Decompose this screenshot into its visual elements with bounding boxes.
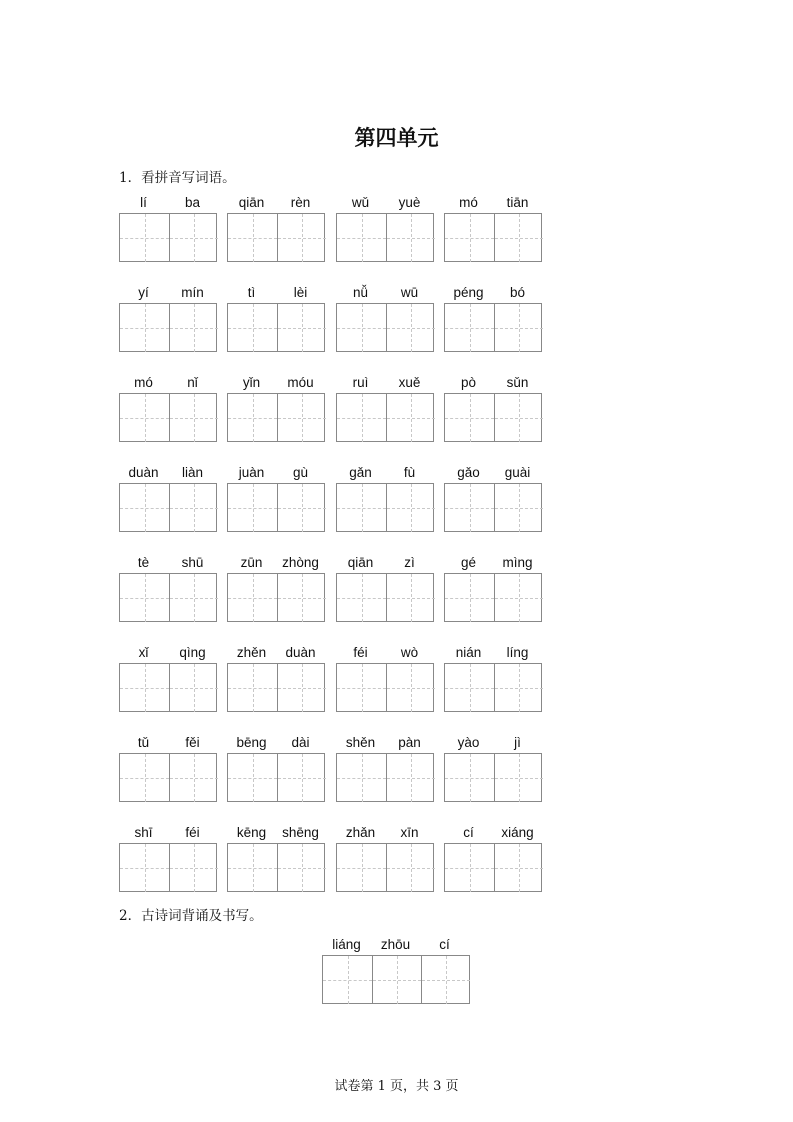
tian-grid [227, 213, 325, 262]
writing-cell[interactable] [386, 574, 435, 622]
pinyin-syllable: zhōu [380, 937, 411, 952]
pinyin-syllable: xiáng [501, 825, 534, 840]
tian-grid [336, 483, 434, 532]
writing-cell[interactable] [228, 214, 277, 262]
pinyin-syllable: shēng [282, 825, 319, 840]
pinyin-syllable: tǔ [137, 735, 150, 750]
pinyin-syllable: péng [453, 285, 484, 300]
pinyin-syllable: nǚ [352, 285, 369, 300]
writing-cell[interactable] [421, 956, 470, 1004]
pinyin-syllable: shī [134, 825, 153, 840]
pinyin-syllable: duàn [128, 465, 159, 480]
pinyin-syllable: fù [403, 465, 416, 480]
tian-grid [227, 303, 325, 352]
writing-cell[interactable] [337, 664, 386, 712]
pinyin-syllable: nián [455, 645, 482, 660]
pinyin-syllable: zhòng [282, 555, 319, 570]
tian-grid [119, 393, 217, 442]
pinyin-syllable: mó [134, 375, 153, 390]
tian-grid [336, 753, 434, 802]
writing-cell[interactable] [277, 214, 326, 262]
pinyin-syllable: guài [504, 465, 531, 480]
writing-cell[interactable] [494, 304, 543, 352]
pinyin-syllable: wò [400, 645, 419, 660]
writing-cell[interactable] [337, 844, 386, 892]
tian-grid [444, 303, 542, 352]
pinyin-syllable: gǎn [349, 465, 372, 480]
writing-cell[interactable] [277, 664, 326, 712]
pinyin-syllable: nǐ [187, 375, 198, 390]
writing-cell[interactable] [386, 844, 435, 892]
tian-grid [227, 753, 325, 802]
writing-cell[interactable] [169, 484, 218, 532]
tian-grid [227, 843, 325, 892]
writing-cell[interactable] [277, 304, 326, 352]
pinyin-syllable: zhǎn [345, 825, 376, 840]
writing-cell[interactable] [120, 574, 169, 622]
writing-cell[interactable] [386, 394, 435, 442]
pinyin-syllable: féi [185, 825, 200, 840]
pinyin-syllable: juàn [238, 465, 265, 480]
pinyin-syllable: mín [181, 285, 204, 300]
writing-cell[interactable] [445, 484, 494, 532]
pinyin-syllable: jì [514, 735, 521, 750]
pinyin-syllable: zì [404, 555, 415, 570]
pinyin-syllable: wǔ [351, 195, 370, 210]
tian-grid [227, 573, 325, 622]
pinyin-syllable: cí [439, 937, 450, 952]
pinyin-syllable: tè [137, 555, 150, 570]
tian-grid [119, 663, 217, 712]
writing-cell[interactable] [228, 664, 277, 712]
writing-cell[interactable] [494, 844, 543, 892]
pinyin-syllable: cí [463, 825, 474, 840]
writing-cell[interactable] [337, 394, 386, 442]
writing-cell[interactable] [337, 484, 386, 532]
writing-cell[interactable] [494, 394, 543, 442]
pinyin-syllable: zhěn [236, 645, 267, 660]
writing-cell[interactable] [169, 394, 218, 442]
writing-cell[interactable] [169, 304, 218, 352]
writing-cell[interactable] [494, 484, 543, 532]
tian-grid [336, 213, 434, 262]
pinyin-syllable: qiān [347, 555, 374, 570]
pinyin-syllable: móu [287, 375, 314, 390]
writing-cell[interactable] [277, 844, 326, 892]
writing-cell[interactable] [445, 214, 494, 262]
writing-cell[interactable] [337, 754, 386, 802]
writing-cell[interactable] [386, 484, 435, 532]
pinyin-syllable: xuě [398, 375, 421, 390]
tian-grid [119, 573, 217, 622]
pinyin-syllable: kēng [236, 825, 267, 840]
writing-cell[interactable] [445, 574, 494, 622]
pinyin-syllable: qiān [238, 195, 265, 210]
pinyin-syllable: gù [292, 465, 309, 480]
tian-grid [322, 955, 470, 1004]
tian-grid [119, 753, 217, 802]
writing-cell[interactable] [228, 574, 277, 622]
tian-grid [336, 573, 434, 622]
pinyin-syllable: tì [247, 285, 256, 300]
pinyin-syllable: xǐ [138, 645, 149, 660]
writing-cell[interactable] [120, 484, 169, 532]
writing-cell[interactable] [386, 214, 435, 262]
pinyin-syllable: ruì [352, 375, 369, 390]
pinyin-syllable: qìng [179, 645, 206, 660]
writing-cell[interactable] [120, 394, 169, 442]
writing-cell[interactable] [228, 484, 277, 532]
writing-cell[interactable] [445, 754, 494, 802]
tian-grid [444, 213, 542, 262]
pinyin-syllable: ba [184, 195, 201, 210]
pinyin-syllable: mó [459, 195, 478, 210]
tian-grid [444, 483, 542, 532]
pinyin-syllable: shū [181, 555, 204, 570]
pinyin-syllable: xīn [400, 825, 419, 840]
pinyin-syllable: liàn [181, 465, 203, 480]
writing-cell[interactable] [445, 394, 494, 442]
tian-grid [119, 483, 217, 532]
tian-grid [336, 303, 434, 352]
tian-grid [444, 393, 542, 442]
page-footer: 试卷第 1 页，共 3 页 [334, 1079, 459, 1094]
writing-cell[interactable] [228, 304, 277, 352]
writing-cell[interactable] [169, 664, 218, 712]
pinyin-syllable: dài [291, 735, 310, 750]
question-1-label: 1．看拼音写词语。 [119, 170, 236, 186]
tian-grid [336, 393, 434, 442]
tian-grid [119, 303, 217, 352]
pinyin-syllable: bēng [236, 735, 267, 750]
writing-cell[interactable] [169, 214, 218, 262]
writing-cell[interactable] [120, 754, 169, 802]
writing-cell[interactable] [323, 956, 372, 1004]
tian-grid [444, 663, 542, 712]
tian-grid [444, 753, 542, 802]
pinyin-syllable: shěn [345, 735, 376, 750]
pinyin-syllable: líng [506, 645, 529, 660]
writing-cell[interactable] [386, 754, 435, 802]
pinyin-syllable: zūn [240, 555, 263, 570]
writing-cell[interactable] [445, 304, 494, 352]
writing-cell[interactable] [494, 754, 543, 802]
pinyin-syllable: rèn [290, 195, 311, 210]
writing-cell[interactable] [120, 844, 169, 892]
writing-cell[interactable] [372, 956, 421, 1004]
pinyin-syllable: sǔn [506, 375, 529, 390]
writing-cell[interactable] [494, 214, 543, 262]
tian-grid [227, 393, 325, 442]
writing-cell[interactable] [228, 844, 277, 892]
writing-cell[interactable] [120, 214, 169, 262]
pinyin-syllable: pò [460, 375, 477, 390]
writing-cell[interactable] [337, 574, 386, 622]
pinyin-syllable: mìng [502, 555, 533, 570]
writing-cell[interactable] [169, 754, 218, 802]
tian-grid [227, 483, 325, 532]
writing-cell[interactable] [494, 574, 543, 622]
pinyin-syllable: duàn [285, 645, 316, 660]
writing-cell[interactable] [120, 664, 169, 712]
page-title: 第四单元 [354, 126, 439, 150]
writing-cell[interactable] [169, 574, 218, 622]
pinyin-syllable: fěi [185, 735, 200, 750]
pinyin-syllable: gé [460, 555, 477, 570]
writing-cell[interactable] [337, 214, 386, 262]
pinyin-syllable: yào [457, 735, 480, 750]
question-2-label: 2．古诗词背诵及书写。 [119, 908, 263, 924]
writing-cell[interactable] [277, 574, 326, 622]
writing-cell[interactable] [337, 304, 386, 352]
pinyin-syllable: féi [353, 645, 368, 660]
tian-grid [336, 663, 434, 712]
writing-cell[interactable] [277, 754, 326, 802]
pinyin-syllable: yǐn [242, 375, 261, 390]
pinyin-syllable: wū [400, 285, 419, 300]
pinyin-syllable: bó [509, 285, 526, 300]
writing-cell[interactable] [386, 304, 435, 352]
tian-grid [444, 843, 542, 892]
pinyin-syllable: yuè [398, 195, 421, 210]
pinyin-syllable: yí [138, 285, 149, 300]
pinyin-syllable: lèi [293, 285, 308, 300]
writing-cell[interactable] [445, 664, 494, 712]
pinyin-syllable: liáng [332, 937, 361, 952]
pinyin-syllable: lí [140, 195, 147, 210]
tian-grid [444, 573, 542, 622]
tian-grid [227, 663, 325, 712]
pinyin-syllable: tiān [506, 195, 529, 210]
tian-grid [336, 843, 434, 892]
tian-grid [119, 843, 217, 892]
writing-cell[interactable] [277, 484, 326, 532]
writing-cell[interactable] [277, 394, 326, 442]
writing-cell[interactable] [386, 664, 435, 712]
pinyin-syllable: pàn [398, 735, 421, 750]
tian-grid [119, 213, 217, 262]
writing-cell[interactable] [228, 394, 277, 442]
pinyin-syllable: gǎo [457, 465, 480, 480]
writing-cell[interactable] [445, 844, 494, 892]
writing-cell[interactable] [228, 754, 277, 802]
writing-cell[interactable] [169, 844, 218, 892]
writing-cell[interactable] [120, 304, 169, 352]
writing-cell[interactable] [494, 664, 543, 712]
